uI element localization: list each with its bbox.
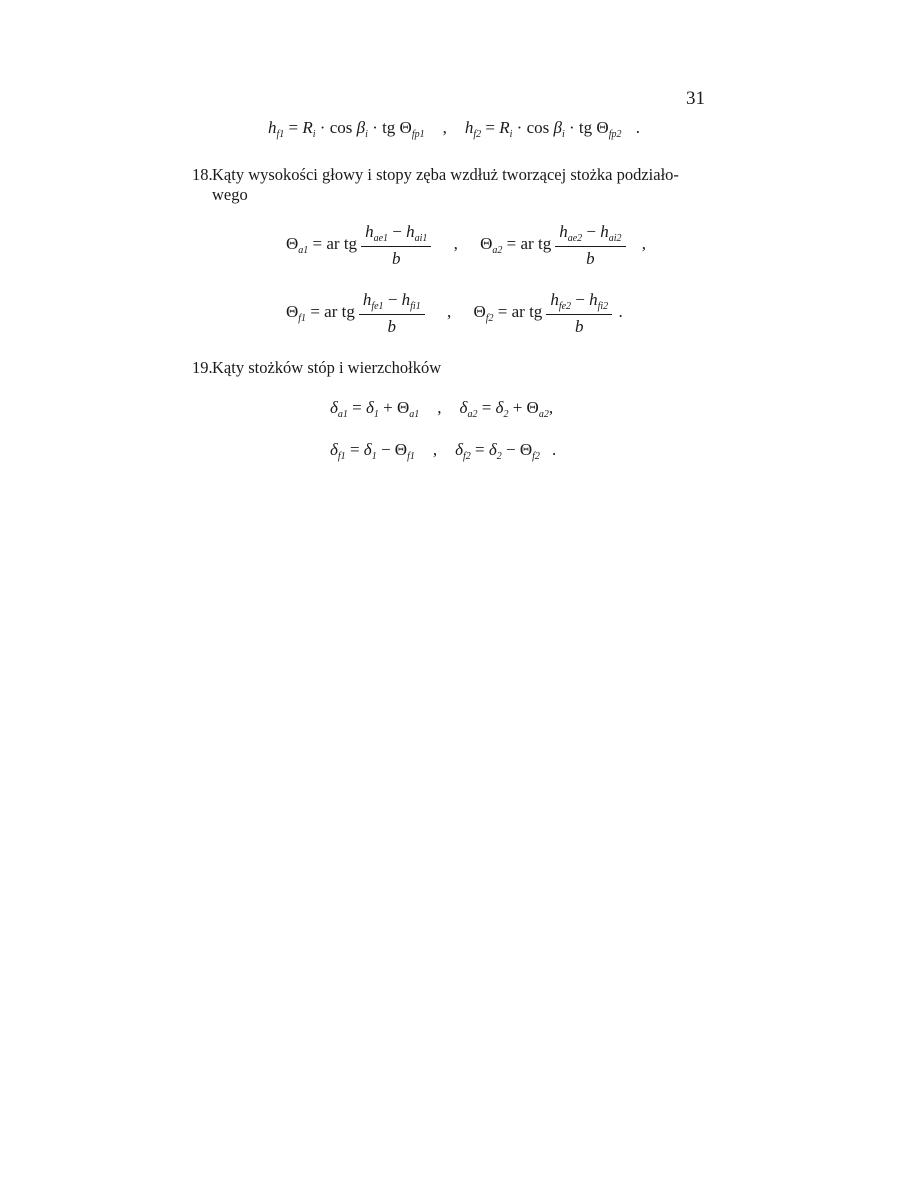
eq-hf1: $h_{f1} = R_i \cdot \cos \beta_i$ · tg $\Theta_{fp1}$ — [268, 118, 425, 140]
eq-theta-f2: $\Theta_{f2}$ = ar tg $\frac{h_{fe2} - h_{fi2}}{b}$ — [469, 302, 616, 321]
section-18-heading: 18.Kąty wysokości głowy i stopy zęba wzdłuż tworzącej stożka podziało- wego — [192, 165, 679, 204]
eq-delta-a1: $\delta_{a1} = \delta_1 + \Theta_{a1}$ — [330, 398, 420, 420]
equation-hf: $h_{f1} = R_i \cdot \cos \beta_i$ · tg $\Theta_{fp1}$ , $h_{f2} = R_i \cdot \cos \beta_i$ · tg $\Theta_{fp2}$ . — [268, 118, 640, 140]
page-number: 31 — [686, 88, 705, 109]
section-18-row-f: $\Theta_{f1}$ = ar tg $\frac{h_{fe1} - h_{fi1}}{b}$ , $\Theta_{f2}$ = ar tg $\frac{h_{fe2} - h_{fi2}}{b}$ . — [286, 290, 623, 336]
section-19-row-f: $\delta_{f1} = \delta_1 - \Theta_{f1}$ , $\delta_{f2} = \delta_2 - \Theta_{f2}$ . — [330, 440, 557, 462]
section-19-heading: 19.Kąty stożków stóp i wierzchołków — [192, 358, 442, 377]
eq-theta-a1: $\Theta_{a1}$ = ar tg $\frac{h_{ae1} - h_{ai1}}{b}$ — [286, 234, 436, 253]
eq-theta-f1: $\Theta_{f1}$ = ar tg $\frac{h_{fe1} - h_{fi1}}{b}$ — [286, 302, 429, 321]
eq-delta-f2: $\delta_{f2} = \delta_2 - \Theta_{f2}$ — [455, 440, 540, 462]
section-19-row-a: $\delta_{a1} = \delta_1 + \Theta_{a1}$ , $\delta_{a2} = \delta_2 + \Theta_{a2}$, — [330, 398, 554, 420]
eq-hf2: $h_{f2} = R_i \cdot \cos \beta_i$ · tg $\Theta_{fp2}$ — [464, 118, 622, 140]
eq-delta-f1: $\delta_{f1} = \delta_1 - \Theta_{f1}$ — [330, 440, 415, 462]
eq-delta-a2: $\delta_{a2} = \delta_2 + \Theta_{a2}$ — [459, 398, 549, 420]
eq-theta-a2: $\Theta_{a2}$ = ar tg $\frac{h_{ae2} - h_{ai2}}{b}$ — [476, 234, 630, 253]
section-18-row-a: $\Theta_{a1}$ = ar tg $\frac{h_{ae1} - h_{ai1}}{b}$ , $\Theta_{a2}$ = ar tg $\frac{h_{ae2} - h_{ai2}}{b}$ , — [286, 222, 647, 268]
